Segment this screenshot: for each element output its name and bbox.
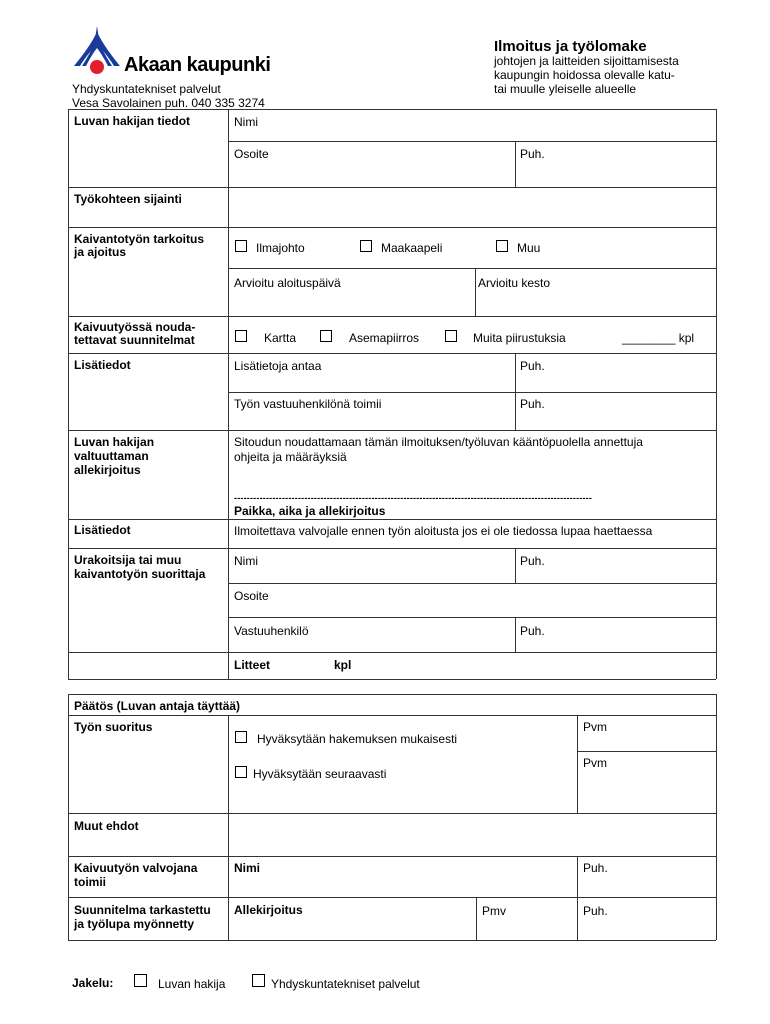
contractor-label-line-1: Urakoitsija tai muu [74,553,182,567]
form-title: Ilmoitus ja työlomake [494,38,647,55]
approve-conditionally-checkbox[interactable] [235,766,247,778]
plans-label-line-1: Kaivuutyössä nouda- [74,320,196,334]
approve-as-applied-checkbox[interactable] [235,731,247,743]
attachments-count-label: kpl [334,658,352,672]
contractor-label-line-2: kaivantotyön suorittaja [74,567,206,581]
contractor-name-field[interactable]: Nimi [234,554,258,568]
distribution-technical-services-checkbox[interactable] [252,974,265,987]
supervisor-name-field[interactable]: Nimi [234,861,261,875]
subtitle-line-1: johtojen ja laitteiden sijoittamisesta [494,54,679,68]
approve-conditionally-label: Hyväksytään seuraavasti [253,767,387,781]
other-label: Muu [517,241,541,255]
decision-signature-field[interactable]: Allekirjoitus [234,903,303,917]
approve-as-applied-label: Hyväksytään hakemuksen mukaisesti [257,732,458,746]
site-plan-checkbox[interactable] [320,330,332,342]
applicant-phone-field[interactable]: Puh. [520,147,545,161]
decision-section-label: Päätös (Luvan antaja täyttää) [74,699,241,713]
contractor-responsible-phone-field[interactable]: Puh. [520,624,545,638]
plan-checked-label-line-2: ja työlupa myönnetty [74,917,195,931]
applicant-address-field[interactable]: Osoite [234,147,269,161]
map-label: Kartta [264,331,297,345]
logo-text: Akaan kaupunki [124,54,271,76]
date-field-1[interactable]: Pvm [583,720,607,734]
applicant-section-label: Luvan hakijan tiedot [74,114,191,128]
start-date-field[interactable]: Arvioitu aloituspäivä [234,276,341,290]
responsible-phone-field[interactable]: Puh. [520,397,545,411]
work-execution-label: Työn suoritus [74,720,153,734]
duration-field[interactable]: Arvioitu kesto [478,276,551,290]
contractor-responsible-field[interactable]: Vastuuhenkilö [234,624,309,638]
subtitle-line-3: tai muulle yleiselle alueelle [494,82,637,96]
extra-info-label: Lisätiedot [74,358,131,372]
location-section-label: Työkohteen sijainti [74,192,182,206]
subtitle-line-2: kaupungin hoidossa olevalle katu- [494,68,675,82]
contractor-address-field[interactable]: Osoite [234,589,269,603]
overhead-line-label: Ilmajohto [256,241,305,255]
contractor-phone-field[interactable]: Puh. [520,554,545,568]
commitment-text-line-2: ohjeita ja määräyksiä [234,450,347,464]
notice-label: Lisätiedot [74,523,131,537]
decision-phone-field[interactable]: Puh. [583,904,608,918]
map-checkbox[interactable] [235,330,247,342]
distribution-applicant-label: Luvan hakija [158,977,226,991]
plan-checked-label-line-1: Suunnitelma tarkastettu [74,903,211,917]
distribution-applicant-checkbox[interactable] [134,974,147,987]
signature-label-line-1: Luvan hakijan [74,435,155,449]
decision-date-field[interactable]: Pmv [482,904,506,918]
applicant-name-field[interactable]: Nimi [234,115,258,129]
contact-person: Vesa Savolainen puh. 040 335 3274 [72,96,265,110]
drawings-count-field[interactable]: ________ kpl [622,331,695,345]
notice-text: Ilmoitettava valvojalle ennen työn aloitusta jos ei ole tiedossa lupaa haettaessa [234,524,653,538]
city-logo-icon [72,24,122,78]
place-date-signature-label: Paikka, aika ja allekirjoitus [234,504,386,518]
department: Yhdyskuntatekniset palvelut [72,82,221,96]
supervisor-label-line-1: Kaivuutyön valvojana [74,861,198,875]
ground-cable-label: Maakaapeli [381,241,443,255]
plans-label-line-2: tettavat suunnitelmat [74,333,195,347]
purpose-label-line-1: Kaivantotyön tarkoitus [74,232,205,246]
ground-cable-checkbox[interactable] [360,240,372,252]
site-plan-label: Asemapiirros [349,331,420,345]
purpose-label-line-2: ja ajoitus [74,245,127,259]
responsible-person-field[interactable]: Työn vastuuhenkilönä toimii [234,397,382,411]
distribution-technical-services-label: Yhdyskuntatekniset palvelut [271,977,420,991]
signature-label-line-3: allekirjoitus [74,463,141,477]
supervisor-phone-field[interactable]: Puh. [583,861,608,875]
other-checkbox[interactable] [496,240,508,252]
other-conditions-label: Muut ehdot [74,819,139,833]
distribution-label: Jakelu: [72,976,114,990]
other-drawings-label: Muita piirustuksia [473,331,566,345]
signature-label-line-2: valtuuttaman [74,449,149,463]
attachments-label: Litteet [234,658,270,672]
info-provider-field[interactable]: Lisätietoja antaa [234,359,322,373]
info-provider-phone-field[interactable]: Puh. [520,359,545,373]
date-field-2[interactable]: Pvm [583,756,607,770]
overhead-line-checkbox[interactable] [235,240,247,252]
other-drawings-checkbox[interactable] [445,330,457,342]
signature-line[interactable]: ---------------------------------------------------------------------------------------------------------------- [234,493,593,503]
supervisor-label-line-2: toimii [74,875,106,889]
commitment-text-line-1: Sitoudun noudattamaan tämän ilmoituksen/työluvan kääntöpuolella annettuja [234,435,643,449]
